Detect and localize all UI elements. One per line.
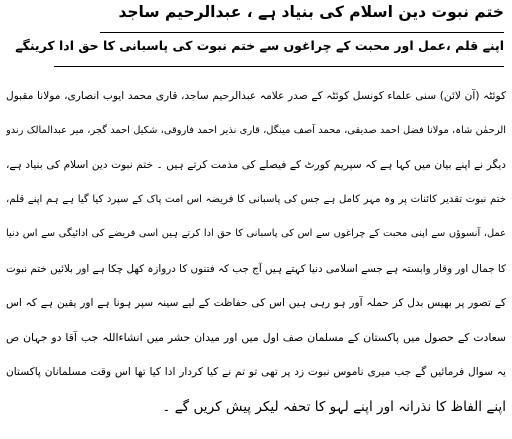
- body-line: کوئٹہ (آن لائن) سنی علماء کونسل کوئٹہ کے صدر علامہ عبدالرحیم ساجد، قاری محمد ایوب انصاری، مولانا مقبول: [6, 90, 506, 102]
- body-line: کے تصور پر بھیس بدل کر حملہ آور ہو رہی ہیں اس کی حفاظت کے لیے سینہ سپر ہونا ہے اور یقین ہے کہ اس: [6, 297, 506, 309]
- body-line: ختم نبوت تقدیر کائنات پر وہ مہر کامل ہے جس کی پاسبانی کا فریضہ اس امت پاک کے سپرد کیا گیا ہے ہم اپنے قلم،: [6, 194, 506, 205]
- body-line: اپنے الفاظ کا نذرانہ اور اپنے لہو کا تحفہ لیکر پیش کریں گے ۔: [162, 399, 506, 415]
- body-line: عمل، آنسوؤں سے اپنی محبت کے چراغوں سے اس کی پاسبانی کا حق ادا کرتے ہیں اسی فریضے کی ادائیگی سے اس دنیا: [6, 228, 506, 239]
- headline-secondary: اپنے قلم ،عمل اور محبت کے چراغوں سے ختم نبوت کی پاسبانی کا حق ادا کرینگے: [15, 38, 504, 53]
- body-line: دیگر نے اپنے بیان میں کہا ہے کہ سپریم کورٹ کے فیصلے کی مذمت کرتے ہیں ۔ ختم نبوت دین اسلام کی بنیاد ہے،: [6, 159, 506, 171]
- headline-primary: ختم نبوت دین اسلام کی بنیاد ہے ، عبدالرحیم ساجد: [118, 3, 504, 21]
- headline-divider: [100, 32, 504, 33]
- headline-divider: [54, 66, 504, 67]
- body-line: الرحمٰن شاہ، مولانا فضل احمد صدیقی، محمد آصف مینگل، قاری نذیر احمد فاروقی، شکیل احمد گجر، میر عبدالمالک رندو: [6, 125, 506, 136]
- body-line: کا جمال اور وقار وابستہ ہے جسے اسلامی دنیا کہتے ہیں آج جب کہ فتنوں کا دروازہ کھل چکا ہے اور بلائیں ختم نبوت: [6, 263, 506, 275]
- body-line: سعادت کے حصول میں پاکستان کے مسلمان صف اول میں اور میدان حشر میں انشاءاللہ جب آقا دو جہان ص: [6, 331, 506, 344]
- body-line: یہ سوال فرمائیں گے جب میری ناموس نبوت زد پر تھی تو تم نے کیا کردار ادا کیا تھا اس وقت مسلمانان پاکستان: [6, 366, 506, 378]
